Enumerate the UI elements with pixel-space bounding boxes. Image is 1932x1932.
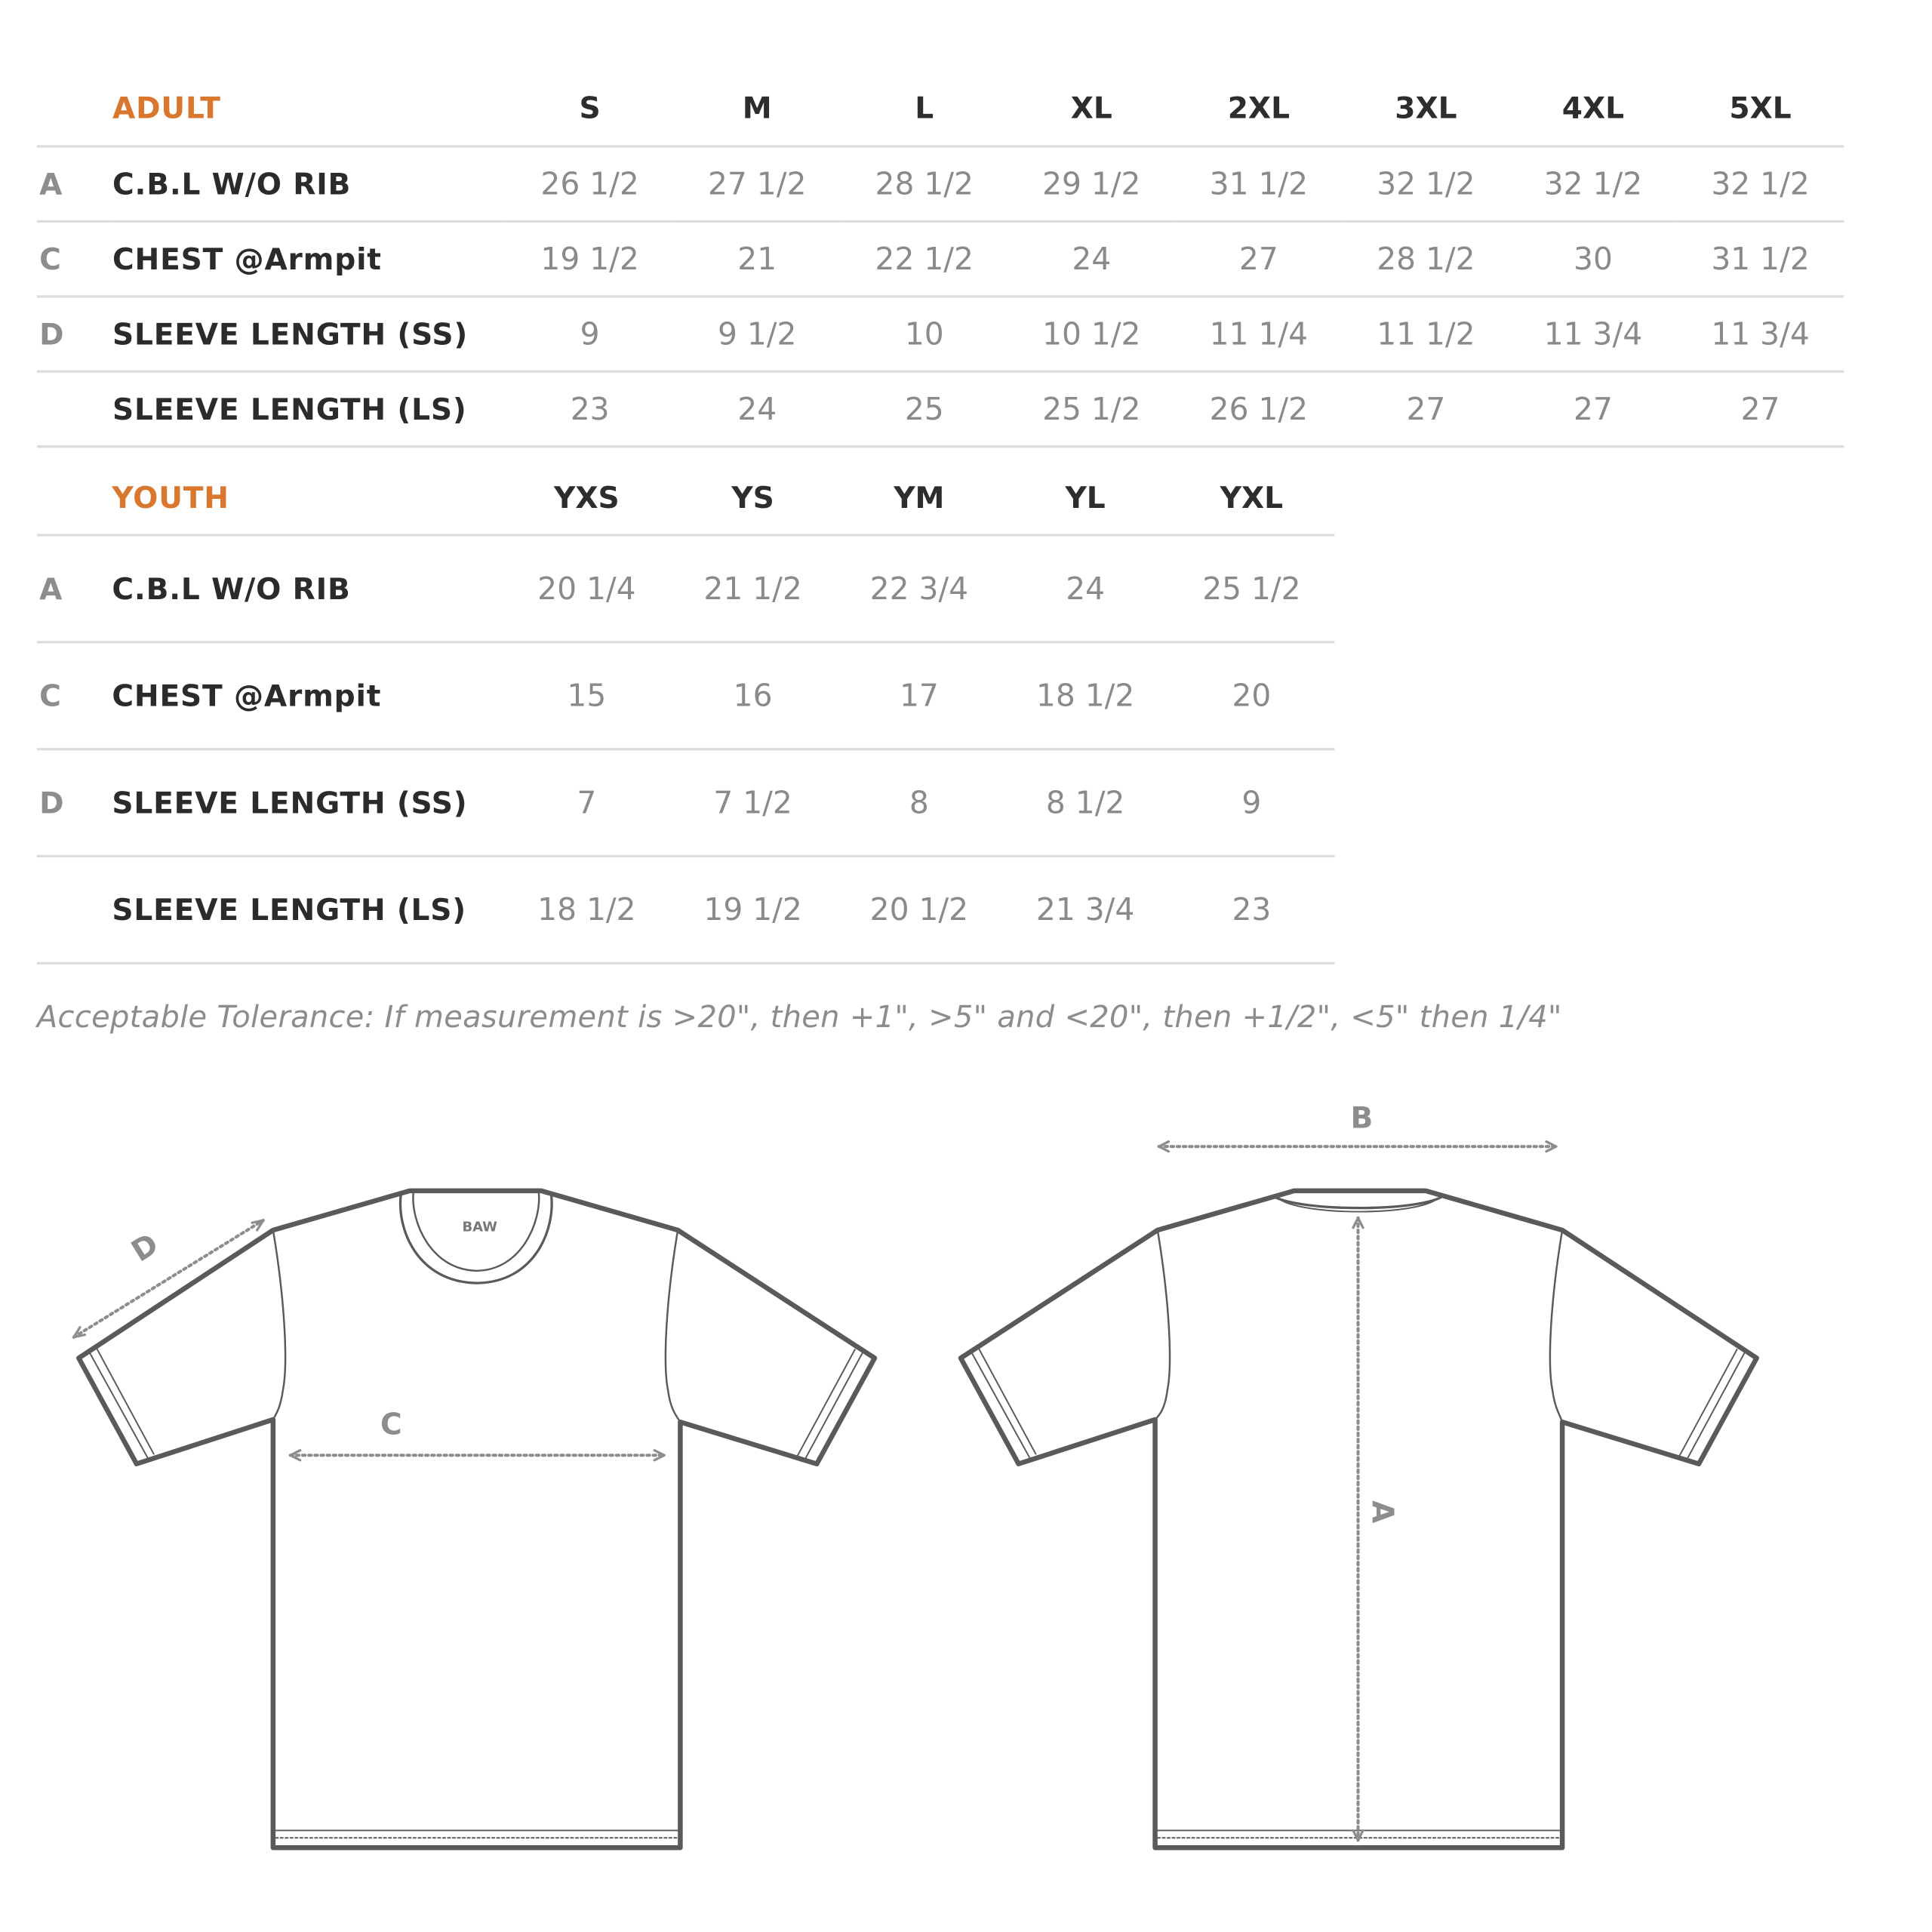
table-cell: 27 <box>1509 371 1677 446</box>
table-cell: 29 1/2 <box>1008 146 1176 221</box>
size-header: YM <box>836 461 1002 535</box>
table-cell: 31 1/2 <box>1677 221 1844 296</box>
table-cell: 26 1/2 <box>506 146 674 221</box>
table-cell: 27 <box>1343 371 1510 446</box>
size-header: YL <box>1002 461 1168 535</box>
size-header: YXS <box>503 461 669 535</box>
size-header: S <box>506 72 674 146</box>
dimension-c-label: C <box>380 1407 402 1442</box>
dimension-d-label: D <box>125 1226 165 1269</box>
row-label: C.B.L W/O RIB <box>112 535 503 642</box>
table-cell: 31 1/2 <box>1175 146 1343 221</box>
table-cell: 8 <box>836 749 1002 857</box>
size-header: 5XL <box>1677 72 1844 146</box>
table-cell: 32 1/2 <box>1677 146 1844 221</box>
table-cell: 25 1/2 <box>1008 371 1176 446</box>
table-row <box>37 535 1335 642</box>
table-cell: 16 <box>669 642 835 749</box>
table-cell: 11 1/4 <box>1175 297 1343 371</box>
table-cell: 9 <box>506 297 674 371</box>
dimension-b-label: B <box>1350 1101 1374 1136</box>
row-label: SLEEVE LENGTH (SS) <box>112 749 503 857</box>
adult-size-table <box>37 72 1844 448</box>
size-header: 4XL <box>1509 72 1677 146</box>
table-cell: 11 1/2 <box>1343 297 1510 371</box>
table-cell: 7 1/2 <box>669 749 835 857</box>
youth-size-table <box>37 461 1335 964</box>
size-header: XL <box>1008 72 1176 146</box>
brand-tag-label: BAW <box>462 1219 497 1235</box>
size-header: YS <box>669 461 835 535</box>
table-cell: 18 1/2 <box>1002 642 1168 749</box>
dimension-a-label: A <box>1365 1500 1400 1524</box>
size-header: 2XL <box>1175 72 1343 146</box>
table-cell: 10 <box>841 297 1008 371</box>
row-letter: D <box>37 749 112 857</box>
table-cell: 11 3/4 <box>1509 297 1677 371</box>
table-cell: 27 <box>1175 221 1343 296</box>
table-cell: 24 <box>1002 535 1168 642</box>
back-tshirt-drawing <box>961 1142 1757 1848</box>
row-letter <box>37 371 112 446</box>
table-row <box>37 297 1844 371</box>
table-cell: 23 <box>1168 856 1334 963</box>
row-letter: A <box>37 535 112 642</box>
table-cell: 30 <box>1509 221 1677 296</box>
table-cell: 32 1/2 <box>1509 146 1677 221</box>
table-cell: 19 1/2 <box>669 856 835 963</box>
row-letter: A <box>37 146 112 221</box>
size-header: M <box>673 72 841 146</box>
row-label: CHEST @Armpit <box>112 642 503 749</box>
table-row <box>37 221 1844 296</box>
table-cell: 28 1/2 <box>841 146 1008 221</box>
table-cell: 28 1/2 <box>1343 221 1510 296</box>
table-cell: 24 <box>1008 221 1176 296</box>
table-cell: 22 3/4 <box>836 535 1002 642</box>
row-letter: C <box>37 642 112 749</box>
table-cell: 21 1/2 <box>669 535 835 642</box>
row-label: C.B.L W/O RIB <box>112 146 506 221</box>
table-cell: 9 1/2 <box>673 297 841 371</box>
table-cell: 21 <box>673 221 841 296</box>
table-cell: 7 <box>503 749 669 857</box>
table-cell: 8 1/2 <box>1002 749 1168 857</box>
row-label: SLEEVE LENGTH (LS) <box>112 371 506 446</box>
table-cell: 21 3/4 <box>1002 856 1168 963</box>
table-row <box>37 642 1335 749</box>
adult-header-row <box>37 72 1844 146</box>
row-label: CHEST @Armpit <box>112 221 506 296</box>
tolerance-note: Acceptable Tolerance: If measurement is >20", then +1", >5" and <20", then +1/2", <5" then 1/4" <box>36 998 1562 1035</box>
table-cell: 32 1/2 <box>1343 146 1510 221</box>
youth-section-title: YOUTH <box>112 461 503 535</box>
table-cell: 25 <box>841 371 1008 446</box>
tshirt-diagrams <box>0 1070 1900 1870</box>
table-row <box>37 146 1844 221</box>
table-cell: 19 1/2 <box>506 221 674 296</box>
row-letter <box>37 856 112 963</box>
size-header: 3XL <box>1343 72 1510 146</box>
table-row <box>37 856 1335 963</box>
adult-section-title: ADULT <box>112 72 506 146</box>
table-cell: 10 1/2 <box>1008 297 1176 371</box>
table-cell: 26 1/2 <box>1175 371 1343 446</box>
table-cell: 20 1/4 <box>503 535 669 642</box>
size-header: YXL <box>1168 461 1334 535</box>
table-cell: 18 1/2 <box>503 856 669 963</box>
table-cell: 20 1/2 <box>836 856 1002 963</box>
table-cell: 24 <box>673 371 841 446</box>
size-header: L <box>841 72 1008 146</box>
row-letter: C <box>37 221 112 296</box>
table-cell: 25 1/2 <box>1168 535 1334 642</box>
table-row <box>37 371 1844 446</box>
table-cell: 27 1/2 <box>673 146 841 221</box>
table-cell: 17 <box>836 642 1002 749</box>
row-label: SLEEVE LENGTH (SS) <box>112 297 506 371</box>
table-row <box>37 749 1335 857</box>
table-cell: 27 <box>1677 371 1844 446</box>
youth-header-row <box>37 461 1335 535</box>
table-cell: 23 <box>506 371 674 446</box>
table-cell: 11 3/4 <box>1677 297 1844 371</box>
row-label: SLEEVE LENGTH (LS) <box>112 856 503 963</box>
row-letter: D <box>37 297 112 371</box>
table-cell: 22 1/2 <box>841 221 1008 296</box>
front-tshirt-drawing <box>74 1191 875 1847</box>
table-cell: 20 <box>1168 642 1334 749</box>
table-cell: 15 <box>503 642 669 749</box>
table-cell: 9 <box>1168 749 1334 857</box>
